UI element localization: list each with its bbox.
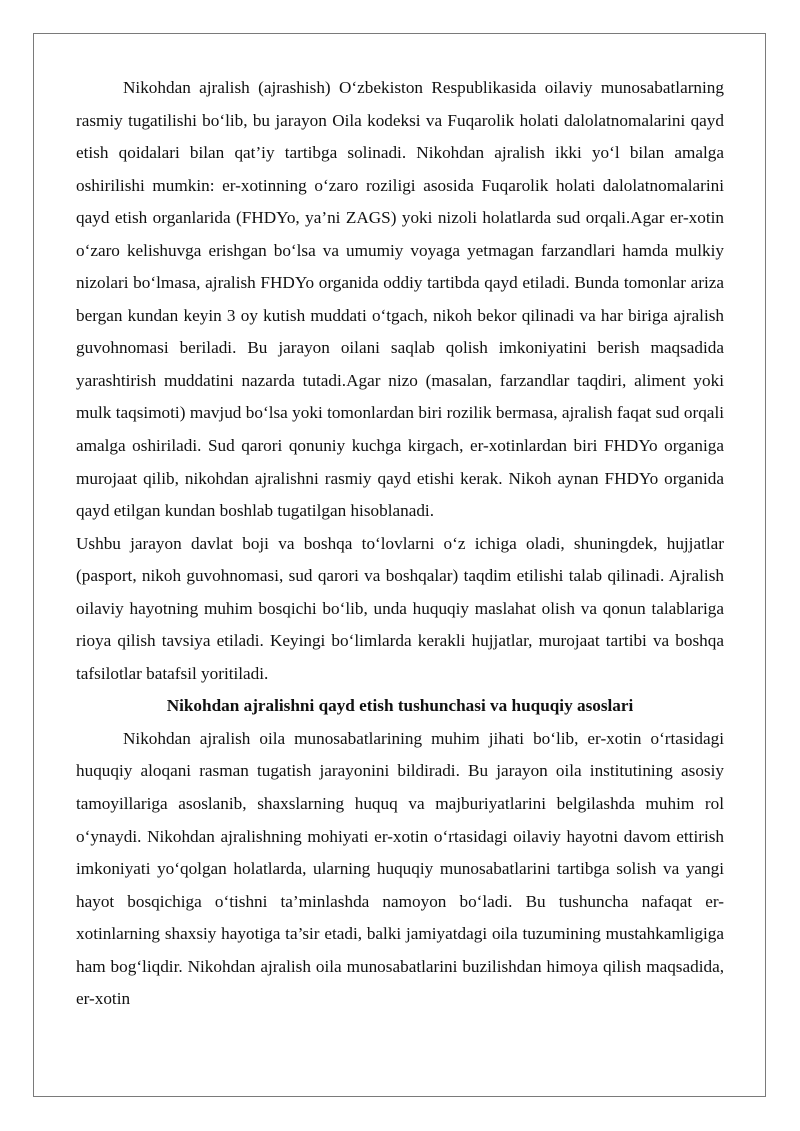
section-heading: Nikohdan ajralishni qayd etish tushunchasi va huquqiy asoslari [166, 696, 634, 716]
requirements-paragraph: Ushbu jarayon davlat boji va boshqa to‘lovlarni o‘z ichiga oladi, shuningdek, hujjatlar (pasport, nikoh guvohnomasi, sud qarori va boshqalar) taqdim etilishi talab qilinadi. Ajralish oilaviy hayotning muhim bosqichi bo‘lib, unda huquqiy maslahat olish va qonun talablariga rioya qilish tavsiya etiladi. Keyingi bo‘limlarda kerakli hujjatlar, murojaat tartibi va boshqa tafsilotlar batafsil yoritiladi. [76, 533, 724, 683]
document-body [76, 72, 724, 1016]
section-paragraph: Nikohdan ajralish oila munosabatlarining muhim jihati bo‘lib, er-xotin o‘rtasidagi huquqiy aloqani rasman tugatish jarayonini bildiradi. Bu jarayon oila institutining asosiy tamoyillariga asoslanib, shaxslarning huquq va majburiyatlarini belgilashda muhim rol o‘ynaydi. Nikohdan ajralishning mohiyati er-xotin o‘rtasidagi oilaviy hayotni davom ettirish imkoniyati yo‘qolgan holatlarda, ularning huquqiy munosabatlarini tartibga solish va yangi hayot bosqichiga o‘tishni ta’minlashda namoyon bo‘ladi. Bu tushuncha nafaqat er-xotinlarning shaxsiy hayotiga ta’sir etadi, balki jamiyatdagi oila tuzumining mustahkamligiga ham bog‘liqdir. Nikohdan ajralish oila munosabatlarini buzilishdan himoya qilish maqsadida, er-xotin [76, 728, 724, 1009]
intro-paragraph: Nikohdan ajralish (ajrashish) O‘zbekiston Respublikasida oilaviy munosabatlarning rasmiy tugatilishi bo‘lib, bu jarayon Oila kodeksi va Fuqarolik holati dalolatnomalarini qayd etish qoidalari bilan qat’iy tartibga solinadi. Nikohdan ajralish ikki yo‘l bilan amalga oshirilishi mumkin: er-xotinning o‘zaro roziligi asosida Fuqarolik holati dalolatnomalarini qayd etish organlarida (FHDYo, ya’ni ZAGS) yoki nizoli holatlarda sud orqali.Agar er-xotin o‘zaro kelishuvga erishgan bo‘lsa va umumiy voyaga yetmagan farzandlari hamda mulkiy nizolari bo‘lmasa, ajralish FHDYo organida oddiy tartibda qayd etiladi. Bunda tomonlar ariza bergan kundan keyin 3 oy kutish muddati o‘tgach, nikoh bekor qilinadi va har biriga ajralish guvohnomasi beriladi. Bu jarayon oilani saqlab qolish imkoniyatini berish maqsadida yarashtirish muddatini nazarda tutadi.Agar nizo (masalan, farzandlar taqdiri, aliment yoki mulk taqsimoti) mavjud bo‘lsa yoki tomonlardan biri rozilik bermasa, ajralish faqat sud orqali amalga oshiriladi. Sud qarori qonuniy kuchga kirgach, er-xotinlardan biri FHDYo organiga murojaat qilib, nikohdan ajralishni rasmiy qayd etishi kerak. Nikoh aynan FHDYo organida qayd etilgan kundan boshlab tugatilgan hisoblanadi. [76, 78, 724, 521]
